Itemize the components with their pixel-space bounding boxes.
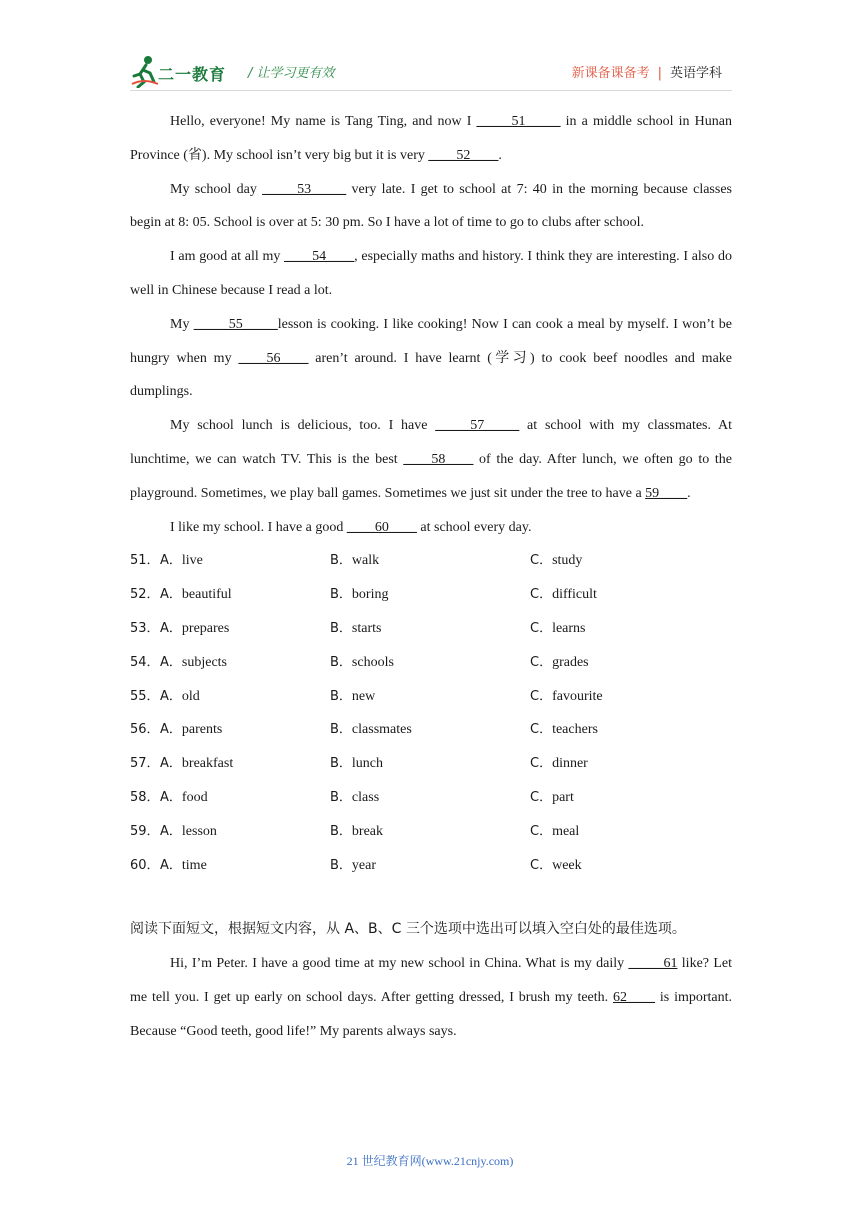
header-right: [572, 62, 722, 81]
answer-blank: ____52____: [428, 147, 499, 163]
paragraph-text: , especially maths and history. I think they are interesting. I also do well in Chinese because I read a lot.: [130, 249, 732, 298]
paragraph-text: in a middle school in Hunan Province (省). My school isn’t very big but it is very: [130, 114, 732, 163]
option-label: B．: [330, 823, 352, 839]
option-text: study: [552, 553, 583, 569]
option-a: [160, 646, 227, 680]
option-a: [160, 849, 207, 883]
option-text: lunch: [351, 756, 384, 772]
question-row: [130, 747, 732, 781]
option-label: B．: [330, 553, 352, 569]
option-label: A．: [160, 587, 182, 603]
option-label: B．: [330, 722, 352, 738]
option-label: A．: [160, 789, 182, 805]
option-c: [530, 578, 597, 612]
option-label: B．: [330, 654, 352, 670]
option-b: [330, 849, 376, 883]
answer-blank: _____61: [628, 956, 678, 972]
paragraph-text: is important. Because “Good teeth, good life!” My parents always says.: [130, 989, 733, 1039]
option-a: [160, 544, 203, 578]
paragraph: [130, 511, 732, 545]
paragraph: [130, 105, 732, 173]
question-row: [130, 713, 732, 747]
option-b: [330, 781, 379, 815]
option-label: C．: [530, 553, 553, 569]
option-text: time: [181, 857, 207, 873]
question-row: [130, 544, 732, 578]
option-text: food: [181, 789, 208, 805]
question-number: 58．: [130, 789, 160, 805]
option-c: [530, 781, 574, 815]
option-text: part: [552, 789, 574, 805]
question-number: 59．: [130, 823, 160, 839]
option-label: C．: [530, 823, 553, 839]
option-b: [330, 646, 394, 680]
option-text: schools: [351, 654, 394, 670]
option-label: C．: [530, 756, 553, 772]
passage-1: [130, 105, 732, 544]
question-number: 55．: [130, 688, 160, 704]
option-b: [330, 544, 379, 578]
section-instruction: 阅读下面短文，根据短文内容，从 A、B、C 三个选项中选出可以填入空白处的最佳选项。: [130, 921, 686, 938]
option-a: [160, 747, 233, 781]
option-label: A．: [160, 688, 182, 704]
option-b: [330, 578, 388, 612]
paragraph-text: My: [170, 316, 194, 332]
paragraph-text: I like my school. I have a good: [170, 519, 347, 535]
document-body: [130, 105, 732, 1049]
paragraph-text: My school lunch is delicious, too. I have: [170, 418, 436, 434]
option-c: [530, 680, 603, 714]
answer-blank: _____55_____: [193, 316, 278, 332]
option-text: breakfast: [181, 756, 234, 772]
answer-blank: _____51_____: [476, 114, 561, 129]
option-label: B．: [330, 857, 352, 873]
paragraph-text: I am good at all my: [170, 249, 285, 265]
paragraph-text: .: [498, 147, 502, 163]
paragraph: [130, 947, 732, 1048]
option-c: [530, 849, 582, 883]
question-number: 60．: [130, 857, 160, 873]
answer-blank: ____60____: [346, 519, 417, 535]
question-row: [130, 578, 732, 612]
question-row: [130, 680, 732, 714]
option-text: teachers: [552, 722, 598, 738]
paragraph-text: like? Let me tell you. I get up early on school days. After getting dressed, I brush my teeth.: [130, 956, 732, 1005]
option-text: grades: [552, 654, 589, 670]
option-label: C．: [530, 789, 553, 805]
option-label: A．: [160, 823, 182, 839]
answer-blank: _____53_____: [262, 181, 347, 197]
option-text: difficult: [552, 587, 597, 603]
paragraph-text: lesson is cooking. I like cooking! Now I can cook a meal by myself. I won’t be hungry when my: [130, 316, 733, 366]
question-row: [130, 815, 732, 849]
option-c: [530, 646, 589, 680]
option-label: B．: [330, 620, 352, 636]
paragraph-text: Hi, I’m Peter. I have a good time at my new school in China. What is my daily: [170, 956, 629, 972]
answer-blank: ____58____: [403, 451, 474, 467]
answer-blank: ____56____: [238, 350, 309, 366]
header-separator: |: [657, 66, 662, 81]
option-label: C．: [530, 722, 553, 738]
paragraph-text: My school day: [170, 181, 263, 197]
option-text: boring: [351, 587, 389, 603]
option-label: C．: [530, 857, 553, 873]
option-label: A．: [160, 756, 182, 772]
paragraph: [130, 240, 732, 308]
question-number: 57．: [130, 756, 160, 772]
option-a: [160, 713, 222, 747]
answer-blank: 62____: [613, 989, 656, 1005]
answer-blank: 59____: [645, 485, 688, 501]
option-b: [330, 815, 383, 849]
answer-blank: _____57_____: [435, 418, 520, 434]
paragraph: [130, 409, 732, 510]
option-text: walk: [351, 553, 380, 569]
question-row: [130, 612, 732, 646]
question-options: [130, 544, 732, 882]
question-number: 56．: [130, 722, 160, 738]
option-b: [330, 680, 375, 714]
option-text: year: [351, 857, 377, 873]
question-number: 54．: [130, 654, 160, 670]
logo: [130, 54, 250, 88]
option-a: [160, 680, 200, 714]
option-text: old: [181, 688, 200, 704]
option-label: C．: [530, 688, 553, 704]
option-text: starts: [351, 620, 382, 636]
option-a: [160, 815, 217, 849]
option-a: [160, 578, 232, 612]
option-text: beautiful: [181, 587, 232, 603]
option-text: week: [552, 857, 582, 873]
option-label: C．: [530, 587, 553, 603]
option-text: learns: [552, 620, 586, 636]
option-text: break: [351, 823, 384, 839]
option-text: class: [351, 789, 380, 805]
option-text: dinner: [552, 756, 588, 772]
option-label: B．: [330, 688, 352, 704]
option-label: C．: [530, 620, 553, 636]
option-b: [330, 612, 381, 646]
paragraph-text: at school with my classmates. At lunchtime, we can watch TV. This is the best: [130, 418, 733, 467]
page-header: [130, 52, 732, 91]
option-text: new: [351, 688, 376, 704]
option-text: lesson: [181, 823, 217, 839]
option-c: [530, 815, 579, 849]
option-label: B．: [330, 789, 352, 805]
option-text: prepares: [181, 620, 230, 636]
option-b: [330, 747, 383, 781]
option-label: B．: [330, 756, 352, 772]
option-a: [160, 781, 208, 815]
paragraph-text: very late. I get to school at 7: 40 in the morning because classes begin at 8: 05. School is over at 5: 30 pm. So I have a lot of time to go to clubs after school.: [130, 181, 732, 231]
paragraph-text: .: [687, 485, 691, 501]
answer-blank: ____54____: [284, 249, 355, 265]
slogan: / 让学习更有效: [248, 66, 335, 81]
header-title: 新课备课备考: [571, 66, 650, 81]
option-text: classmates: [351, 722, 412, 738]
option-text: live: [181, 553, 203, 569]
option-a: [160, 612, 229, 646]
option-label: A．: [160, 620, 182, 636]
paragraph-text: aren’t around. I have learnt (学习) to cook beef noodles and make dumplings.: [130, 350, 732, 400]
header-subject: 英语学科: [669, 66, 722, 81]
question-row: [130, 781, 732, 815]
option-b: [330, 713, 412, 747]
option-c: [530, 612, 586, 646]
question-number: 52．: [130, 587, 160, 603]
option-label: B．: [330, 587, 352, 603]
option-c: [530, 544, 582, 578]
option-label: A．: [160, 553, 182, 569]
option-label: C．: [530, 654, 553, 670]
option-c: [530, 747, 588, 781]
paragraph-text: Hello, everyone! My name is Tang Ting, and now I: [170, 114, 477, 129]
paragraph-text: at school every day.: [416, 519, 532, 535]
option-text: meal: [552, 823, 580, 839]
passage-2: [130, 947, 732, 1048]
option-text: subjects: [181, 654, 228, 670]
option-label: A．: [160, 654, 182, 670]
option-c: [530, 713, 598, 747]
question-row: [130, 849, 732, 883]
paragraph: [130, 173, 732, 241]
runner-logo-icon: [130, 54, 160, 88]
paragraph-text: of the day. After lunch, we often go to the playground. Sometimes, we play ball games. Sometimes we just sit under the tree to have a: [130, 451, 732, 501]
question-number: 53．: [130, 620, 160, 636]
question-number: 51．: [130, 553, 160, 569]
paragraph: [130, 308, 732, 409]
question-row: [130, 646, 732, 680]
logo-text: 二一教育: [158, 65, 227, 84]
option-label: A．: [160, 857, 182, 873]
option-label: A．: [160, 722, 182, 738]
option-text: favourite: [552, 688, 603, 704]
page-footer: 21 世纪教育网(www.21cnjy.com): [346, 1154, 514, 1168]
option-text: parents: [181, 722, 223, 738]
